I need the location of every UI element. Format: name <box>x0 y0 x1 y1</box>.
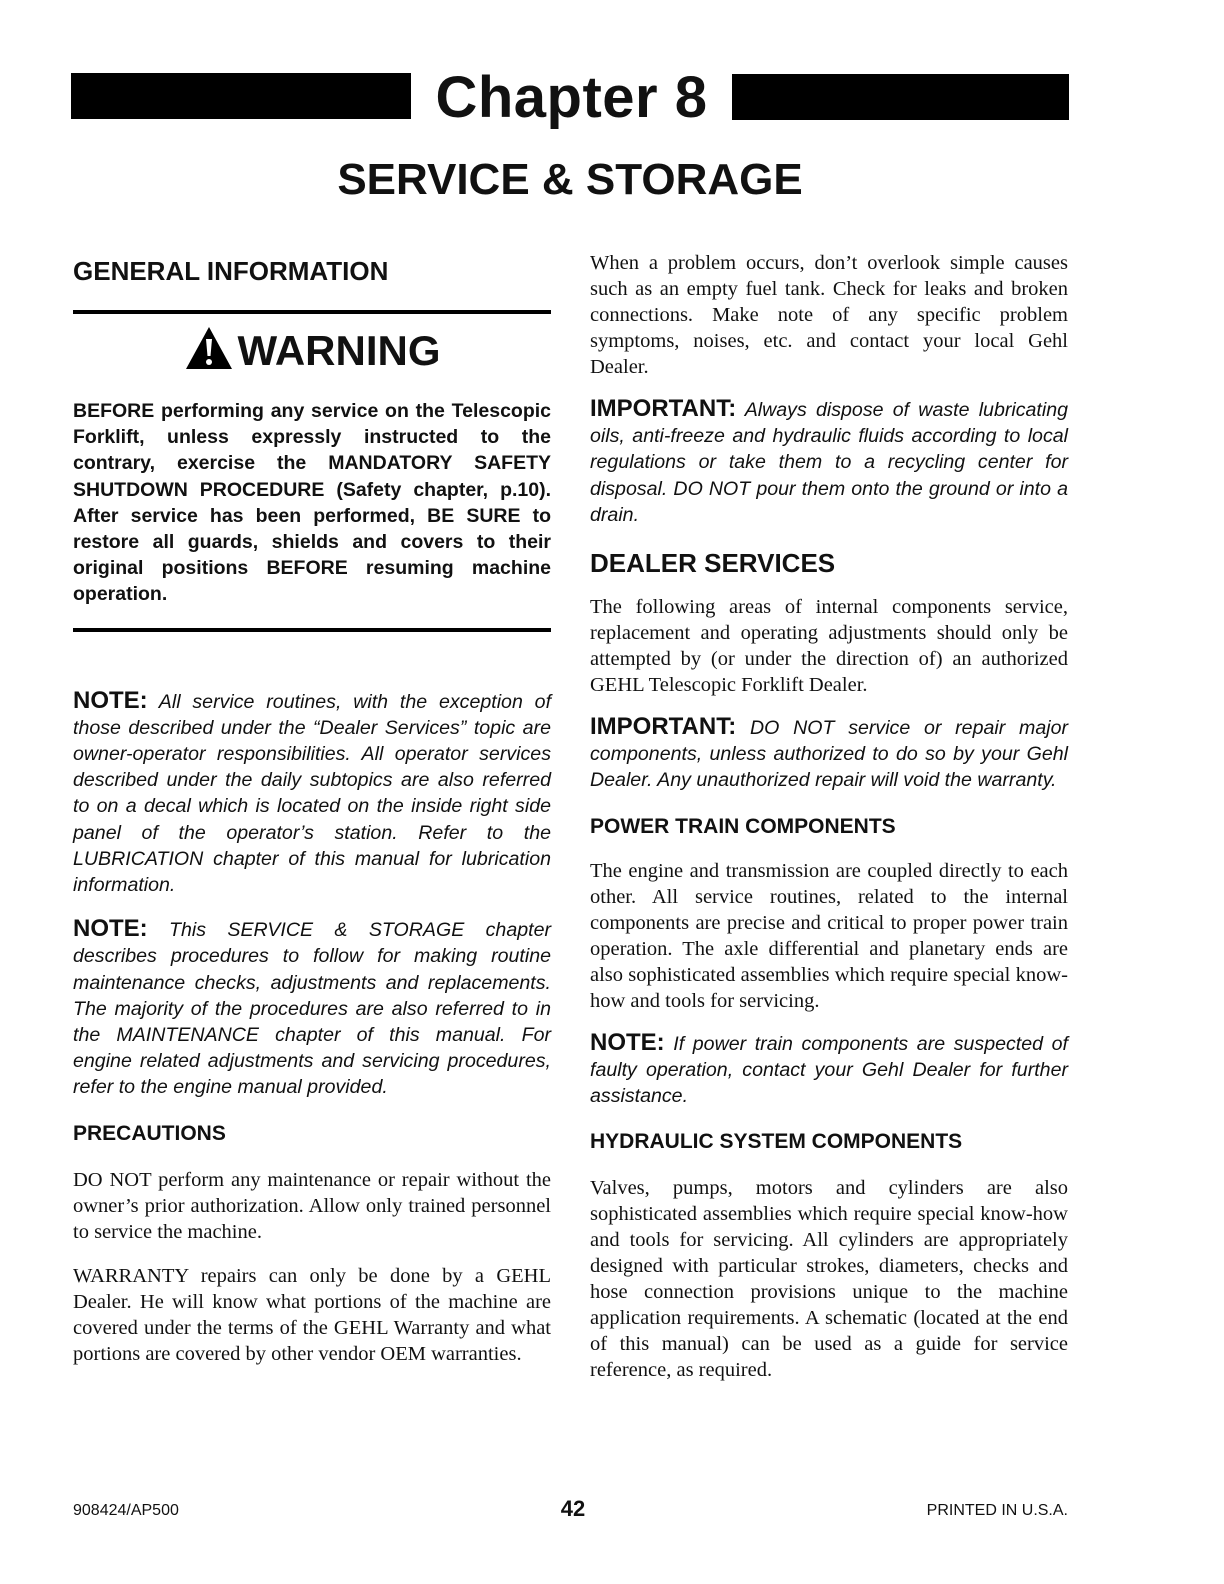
hydraulic-paragraph: Valves, pumps, motors and cylinders are also sophisticated assemblies which require special know-how and tools for servicing. All cylinders are appropriately designed with particular strokes, diameters, checks and hose connection provisions unique to the machine application requirements. A schematic (located at the end of this manual) can be used as a guide for service reference, as required. <box>590 1177 1068 1382</box>
warning-box <box>73 310 551 632</box>
note-label: NOTE: <box>590 1028 665 1056</box>
left-column <box>73 250 551 1367</box>
note-label: NOTE: <box>73 686 148 714</box>
chapter-bar-right <box>732 74 1069 120</box>
chapter-header <box>71 66 1069 130</box>
footer-printed: PRINTED IN U.S.A. <box>926 1502 1068 1519</box>
note-owner-responsibilities <box>73 688 551 899</box>
hydraulic-heading: HYDRAULIC SYSTEM COMPONENTS <box>590 1130 963 1154</box>
right-column <box>590 250 1068 1383</box>
important-label: IMPORTANT: <box>590 395 737 422</box>
note-text: All service routines, with the exception of those described under the “Dealer Services” topic are owner-operator responsibilities. All operator services described under the daily subtopics are also referred to on a decal which is located on the inside right side panel of the operator’s station. Refer to the LUBRICATION chapter of this manual for lubrication information. <box>73 690 552 897</box>
precautions-heading: PRECAUTIONS <box>73 1121 226 1145</box>
footer-doc-id: 908424/AP500 <box>73 1502 179 1519</box>
note-power-train <box>590 1030 1068 1110</box>
warning-header <box>73 322 551 380</box>
chapter-subtitle: SERVICE & STORAGE <box>337 155 803 204</box>
precautions-paragraph-1: DO NOT perform any maintenance or repair without the owner’s prior authorization. Allow only trained personnel to service the machine. <box>73 1168 551 1243</box>
power-train-heading: POWER TRAIN COMPONENTS <box>590 814 896 838</box>
power-train-paragraph: The engine and transmission are coupled directly to each other. All service routines, related to the internal components are precise and critical to proper power train operation. The axle differential and planetary ends are also sophisticated assemblies which require special know-how and tools for servicing. <box>590 859 1068 1012</box>
important-text: DO NOT service or repair major components, unless authorized to do so by your Gehl Dealer. Any unauthorized repair will void the warranty. <box>590 717 1068 792</box>
important-disposal <box>590 396 1068 528</box>
problem-intro-paragraph: When a problem occurs, don’t overlook simple causes such as an empty fuel tank. Check for leaks and broken connections. Make note of any specific problem symptoms, noises, etc. and contact your local Gehl Dealer. <box>590 252 1068 378</box>
warning-title: WARNING <box>237 327 441 374</box>
dealer-services-paragraph: The following areas of internal components service, replacement and operating adjustments should only be attempted by (or under the direction of) an authorized GEHL Telescopic Forklift Dealer. <box>590 596 1068 697</box>
important-authorization <box>590 714 1068 794</box>
page-footer <box>73 1496 1068 1526</box>
chapter-title: Chapter 8 <box>435 65 708 130</box>
warning-text: BEFORE performing any service on the Telescopic Forklift, unless expressly instructed to the contrary, exercise the MANDATORY SAFETY SHUTDOWN PROCEDURE (Safety chapter, p.10). After service has been performed, BE SURE to restore all guards, shields and covers to their original positions BEFORE resuming machine operation. <box>73 400 551 606</box>
important-label: IMPORTANT: <box>590 713 737 741</box>
important-text: Always dispose of waste lubricating oils, anti-freeze and hydraulic fluids according to local regulations or take them to a recycling center for disposal. DO NOT pour them onto the ground or into a drain. <box>590 399 1068 526</box>
general-information-heading: GENERAL INFORMATION <box>73 256 389 286</box>
warning-triangle-icon <box>184 325 234 371</box>
chapter-bar-left <box>71 73 411 119</box>
note-text: If power train components are suspected of faulty operation, contact your Gehl Dealer for further assistance. <box>590 1032 1068 1108</box>
note-label: NOTE: <box>73 915 148 943</box>
precautions-paragraph-2: WARRANTY repairs can only be done by a GEHL Dealer. He will know what portions of the machine are covered under the terms of the GEHL Warranty and what portions are covered by other vendor OEM warranties. <box>73 1264 551 1365</box>
note-text: This SERVICE & STORAGE chapter describes procedures to follow for making routine maintenance checks, adjustments and replacements. The majority of the procedures are also referred to in the MAINTENANCE chapter of this manual. For engine related adjustments and servicing procedures, refer to the engine manual provided. <box>73 919 551 1099</box>
note-chapter-scope <box>73 916 551 1100</box>
page-number: 42 <box>560 1496 586 1521</box>
dealer-services-heading: DEALER SERVICES <box>590 548 836 579</box>
